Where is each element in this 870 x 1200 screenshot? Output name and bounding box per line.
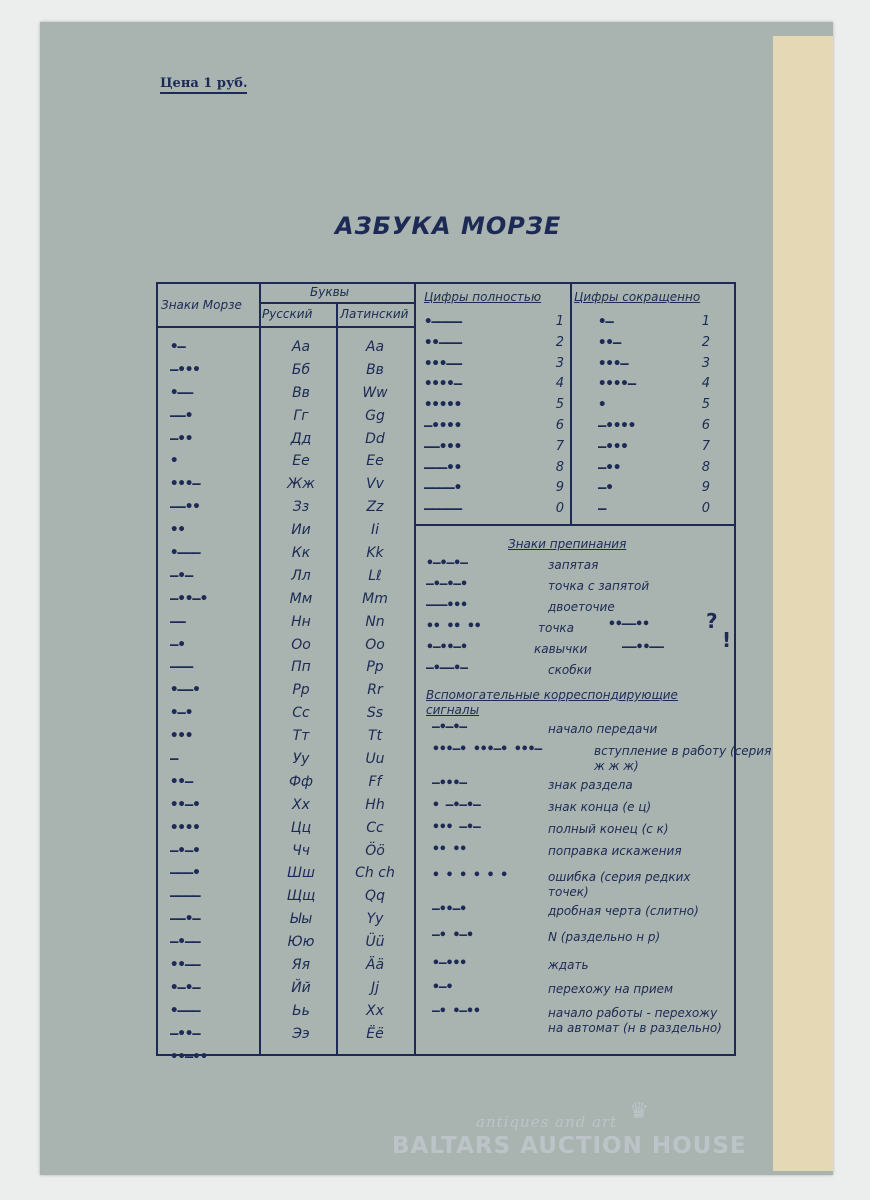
letter-row-code bbox=[170, 336, 260, 359]
letter-row-code bbox=[170, 817, 260, 840]
letter-row-code bbox=[170, 702, 260, 725]
rule-letters-header bbox=[158, 326, 415, 328]
morse-code: —•—•— bbox=[432, 720, 467, 735]
letter-row-code bbox=[170, 771, 260, 794]
digit-row bbox=[598, 395, 710, 416]
morse-code: ——•• bbox=[170, 499, 200, 516]
morse-code: —— bbox=[170, 613, 185, 630]
morse-code: • • • • • • bbox=[432, 868, 508, 883]
letter-latin: Gg bbox=[365, 407, 385, 424]
digit-row bbox=[424, 416, 564, 437]
aux-code bbox=[432, 842, 466, 857]
digit-value: 8 bbox=[555, 459, 564, 475]
letter-row-code bbox=[170, 977, 260, 1000]
letter-russian: Хх bbox=[292, 796, 310, 813]
morse-code: •——• bbox=[170, 682, 200, 699]
letter-russian: Дд bbox=[290, 430, 312, 447]
digit-row bbox=[598, 333, 710, 354]
morse-code: ——• bbox=[170, 407, 193, 424]
morse-code: •••— bbox=[170, 476, 200, 493]
digit-row bbox=[424, 333, 564, 354]
divider-digits bbox=[570, 284, 572, 524]
letter-row-code bbox=[170, 519, 260, 542]
aux-label: ждать bbox=[548, 958, 589, 972]
morse-code: ••• bbox=[170, 728, 193, 745]
morse-code: —• bbox=[598, 480, 613, 497]
aux-label: вступление в работу (серия ж ж ж) bbox=[594, 744, 772, 773]
morse-code: —•• bbox=[598, 459, 621, 476]
morse-code: —• bbox=[170, 636, 185, 653]
morse-code: •••— bbox=[598, 355, 628, 372]
morse-code: •— bbox=[170, 339, 185, 355]
morse-code: —•—•—• bbox=[426, 577, 467, 592]
morse-code: •• •• •• bbox=[426, 619, 481, 634]
letter-russian: Кк bbox=[291, 545, 311, 562]
letter-latin: Ёё bbox=[366, 1025, 384, 1042]
letter-russian: Фф bbox=[288, 773, 314, 790]
letter-russian: Рр bbox=[292, 682, 310, 699]
aux-label: дробная черта (слитно) bbox=[548, 904, 699, 918]
morse-code: • —•—•— bbox=[432, 798, 480, 813]
rule-digits-bottom bbox=[416, 524, 736, 526]
punctuation-title: Знаки препинания bbox=[508, 537, 627, 551]
morse-code: ——••• bbox=[424, 438, 462, 455]
header-digits-short: Цифры сокращенно bbox=[574, 290, 701, 304]
letter-row-code bbox=[170, 1000, 260, 1023]
morse-code: • bbox=[170, 453, 178, 470]
morse-code: •••—• •••—• •••— bbox=[432, 742, 542, 757]
digit-value: 5 bbox=[555, 397, 564, 413]
watermark-tagline: antiques and art bbox=[476, 1113, 618, 1131]
digit-row bbox=[598, 312, 710, 333]
letter-latin: Dd bbox=[365, 430, 385, 447]
morse-code: ••• —•— bbox=[432, 820, 480, 835]
letter-row-code bbox=[170, 382, 260, 405]
digit-value: 3 bbox=[701, 355, 710, 371]
digit-row bbox=[424, 395, 564, 416]
morse-code: ———•• bbox=[424, 459, 462, 476]
digit-row bbox=[424, 437, 564, 458]
digit-row bbox=[424, 478, 564, 499]
letters-code-column bbox=[170, 336, 260, 1069]
digit-value: 7 bbox=[555, 438, 564, 454]
letter-latin: Uu bbox=[365, 751, 385, 768]
letter-latin: Ее bbox=[366, 453, 384, 470]
header-letters: Буквы bbox=[310, 285, 350, 299]
morse-code: •• •• bbox=[432, 842, 467, 857]
morse-code: •••—— bbox=[424, 355, 462, 372]
rule-letters-subheader bbox=[259, 302, 415, 304]
letter-latin: Ää bbox=[365, 957, 385, 974]
aux-code bbox=[432, 720, 466, 735]
letter-latin: Аа bbox=[365, 339, 385, 355]
punctuation-label: скобки bbox=[548, 663, 592, 677]
letter-row-code bbox=[170, 679, 260, 702]
morse-code: —• •—•• bbox=[432, 1004, 480, 1019]
letter-latin: Ww bbox=[362, 384, 388, 401]
aux-code bbox=[432, 868, 507, 883]
watermark-brand: BALTARS AUCTION HOUSE bbox=[392, 1133, 747, 1159]
digit-row bbox=[424, 499, 564, 520]
letters-lat-column bbox=[338, 336, 412, 1069]
letter-latin: Zz bbox=[366, 499, 384, 516]
letter-row-code bbox=[170, 1046, 260, 1069]
morse-code: ————— bbox=[424, 501, 462, 518]
aux-code bbox=[432, 776, 466, 791]
letter-latin: Vv bbox=[366, 476, 384, 493]
punctuation-label: запятая bbox=[548, 558, 599, 572]
letter-row-code bbox=[170, 611, 260, 634]
letter-latin: Tt bbox=[367, 728, 383, 745]
letter-row-code bbox=[170, 908, 260, 931]
letter-row-code bbox=[170, 634, 260, 657]
letter-russian: Жж bbox=[287, 476, 315, 493]
aux-label: поправка искажения bbox=[548, 844, 682, 858]
letter-latin: Rr bbox=[367, 682, 383, 699]
letter-latin: Kk bbox=[366, 545, 384, 562]
digit-value: 9 bbox=[555, 480, 564, 496]
morse-code: •— bbox=[598, 314, 613, 330]
morse-code: —•••— bbox=[432, 776, 467, 791]
letter-russian: Чч bbox=[292, 842, 310, 859]
letter-latin: Cc bbox=[366, 819, 384, 836]
letter-latin: Lℓ bbox=[368, 567, 382, 584]
letter-row-code bbox=[170, 473, 260, 496]
letter-latin: Mm bbox=[362, 590, 388, 607]
digit-row bbox=[598, 416, 710, 437]
letter-latin: Nn bbox=[365, 613, 385, 630]
morse-code: •• bbox=[170, 522, 185, 539]
letter-russian: Ии bbox=[291, 522, 311, 539]
morse-code: •••• bbox=[170, 819, 200, 836]
letter-latin: Jj bbox=[370, 979, 380, 996]
letter-russian: Мм bbox=[289, 590, 313, 607]
letter-russian: Зз bbox=[292, 499, 310, 516]
letter-row-code bbox=[170, 542, 260, 565]
aux-label: N (раздельно н р) bbox=[548, 930, 661, 944]
paper-edge-strip bbox=[773, 36, 833, 1171]
morse-code: —•••• bbox=[424, 417, 462, 434]
exclamation-mark: ! bbox=[722, 628, 732, 652]
letter-russian: Ее bbox=[292, 453, 310, 470]
letter-latin: Üü bbox=[365, 934, 385, 951]
morse-code: —••• bbox=[170, 361, 200, 378]
punctuation-label: кавычки bbox=[534, 642, 588, 656]
digit-row bbox=[598, 499, 710, 520]
letter-latin bbox=[338, 1046, 412, 1069]
aux-code bbox=[432, 1004, 480, 1019]
letter-latin: Qq bbox=[365, 888, 385, 905]
letter-russian: Юю bbox=[287, 934, 315, 951]
letter-row-code bbox=[170, 496, 260, 519]
morse-code: •———— bbox=[424, 314, 462, 330]
letter-row-code bbox=[170, 954, 260, 977]
morse-code: —••— bbox=[170, 1025, 200, 1042]
digit-value: 8 bbox=[701, 459, 710, 475]
punctuation-code bbox=[426, 661, 467, 676]
letter-russian: Йй bbox=[291, 979, 311, 996]
morse-code: —••• bbox=[598, 438, 628, 455]
page-title: АЗБУКА МОРЗЕ bbox=[335, 212, 562, 240]
punctuation-label: точка с запятой bbox=[548, 579, 650, 593]
morse-code: —• •—• bbox=[432, 928, 473, 943]
morse-code: —••—• bbox=[170, 590, 208, 607]
morse-code: ———••• bbox=[426, 598, 467, 613]
question-code: ••——•• bbox=[608, 617, 649, 632]
letter-row-code bbox=[170, 725, 260, 748]
digit-value: 1 bbox=[555, 314, 564, 329]
punctuation-code bbox=[426, 619, 481, 634]
digit-value: 9 bbox=[701, 480, 710, 496]
header-russian: Русский bbox=[262, 307, 313, 321]
morse-code: — bbox=[598, 501, 606, 518]
letter-latin: Hh bbox=[365, 796, 385, 813]
punctuation-label: точка bbox=[538, 621, 575, 635]
letter-latin: Ch ch bbox=[355, 865, 395, 882]
digit-value: 2 bbox=[555, 334, 564, 350]
letter-row-code bbox=[170, 565, 260, 588]
letter-russian: Пп bbox=[291, 659, 311, 676]
letter-russian: Цц bbox=[290, 819, 312, 836]
morse-code: ————• bbox=[424, 480, 462, 497]
morse-code: —•—— bbox=[170, 934, 200, 951]
punctuation-code bbox=[426, 556, 467, 571]
letter-latin: Yy bbox=[366, 911, 384, 928]
aux-label: знак раздела bbox=[548, 778, 633, 792]
digits-full-list bbox=[424, 312, 564, 520]
digit-row bbox=[424, 354, 564, 375]
letter-russian: Нн bbox=[291, 613, 311, 630]
morse-code: •—•— bbox=[170, 979, 200, 996]
digit-row bbox=[598, 374, 710, 395]
letter-row-code bbox=[170, 450, 260, 473]
aux-code bbox=[432, 928, 473, 943]
crown-icon: ♛ bbox=[629, 1099, 649, 1124]
morse-code: •—••• bbox=[432, 956, 467, 971]
header-digits-full: Цифры полностью bbox=[424, 290, 542, 304]
digits-short-list bbox=[598, 312, 710, 520]
letter-latin: Pp bbox=[366, 659, 384, 676]
letter-row-code bbox=[170, 931, 260, 954]
digit-value: 2 bbox=[701, 334, 710, 350]
morse-code: ••——— bbox=[424, 334, 462, 351]
punctuation-label: двоеточие bbox=[548, 600, 615, 614]
aux-code bbox=[432, 980, 452, 995]
punctuation-code bbox=[426, 577, 467, 592]
letter-latin: Вв bbox=[366, 361, 384, 378]
letter-row-code bbox=[170, 862, 260, 885]
letters-ru-column bbox=[266, 336, 336, 1069]
letter-russian: Шш bbox=[287, 865, 315, 882]
letter-russian: Оо bbox=[291, 636, 311, 653]
morse-code: —•——•— bbox=[426, 661, 467, 676]
morse-code: ••— bbox=[598, 334, 621, 351]
morse-code: •—• bbox=[432, 980, 453, 995]
digit-value: 7 bbox=[701, 438, 710, 454]
morse-code: ••••— bbox=[424, 376, 462, 393]
aux-label: знак конца (е ц) bbox=[548, 800, 652, 814]
aux-label: ошибка (серия редких точек) bbox=[548, 870, 691, 899]
letter-latin: Ii bbox=[370, 522, 380, 539]
punctuation-code bbox=[426, 640, 467, 655]
digit-value: 6 bbox=[555, 417, 564, 433]
aux-code bbox=[432, 798, 480, 813]
morse-code: ———— bbox=[170, 888, 200, 905]
morse-code: —••—• bbox=[432, 902, 467, 917]
morse-code: • bbox=[598, 397, 606, 414]
morse-code: — bbox=[170, 751, 178, 768]
letter-latin: Ff bbox=[368, 773, 382, 790]
letter-latin: Xx bbox=[366, 1002, 384, 1019]
digit-row bbox=[598, 354, 710, 375]
aux-code bbox=[432, 742, 541, 757]
aux-label: начало передачи bbox=[548, 722, 658, 736]
letter-row-code bbox=[170, 405, 260, 428]
letter-russian bbox=[266, 1046, 336, 1069]
aux-signals-title: Вспомогательные корреспондирующие сигналы bbox=[426, 688, 678, 717]
letter-row-code bbox=[170, 794, 260, 817]
letter-latin: Ss bbox=[366, 705, 384, 722]
morse-code: •——— bbox=[170, 545, 200, 562]
letter-russian: Ьь bbox=[292, 1002, 310, 1019]
letter-russian: Бб bbox=[291, 361, 311, 378]
aux-label: полный конец (с к) bbox=[548, 822, 669, 836]
morse-code: •—— bbox=[170, 384, 193, 401]
morse-code: •—••—• bbox=[426, 640, 467, 655]
header-signs: Знаки Морзе bbox=[161, 298, 242, 312]
header-latin: Латинский bbox=[340, 307, 409, 321]
price-label: Цена 1 руб. bbox=[160, 76, 247, 94]
letter-row-code bbox=[170, 1023, 260, 1046]
morse-code: •—• bbox=[170, 705, 193, 722]
letter-row-code bbox=[170, 428, 260, 451]
letter-russian: Уу bbox=[292, 751, 310, 768]
punctuation-code bbox=[426, 598, 467, 613]
digit-value: 0 bbox=[701, 501, 710, 517]
aux-code bbox=[432, 902, 466, 917]
digit-row bbox=[424, 312, 564, 333]
exclamation-code: ——••—— bbox=[622, 640, 663, 655]
morse-code: ••—• bbox=[170, 796, 200, 813]
letter-russian: Ээ bbox=[292, 1025, 310, 1042]
morse-code: ———• bbox=[170, 865, 200, 882]
morse-code: —•— bbox=[170, 567, 193, 584]
letter-latin: Öö bbox=[365, 842, 385, 859]
letter-russian: Яя bbox=[291, 957, 311, 974]
letter-row-code bbox=[170, 885, 260, 908]
digit-value: 0 bbox=[555, 501, 564, 517]
digit-row bbox=[424, 458, 564, 479]
digit-row bbox=[598, 478, 710, 499]
morse-code: —•—• bbox=[170, 842, 200, 859]
digit-row bbox=[424, 374, 564, 395]
aux-code bbox=[432, 820, 480, 835]
letter-row-code bbox=[170, 840, 260, 863]
letter-row-code bbox=[170, 656, 260, 679]
letter-russian: Гг bbox=[293, 407, 309, 424]
question-mark: ? bbox=[706, 609, 718, 633]
morse-code: —•• bbox=[170, 430, 193, 447]
morse-code: ••••— bbox=[598, 376, 636, 393]
aux-label: начало работы - перехожу на автомат (н в раздельно) bbox=[548, 1006, 722, 1035]
digit-value: 1 bbox=[701, 314, 710, 329]
letter-russian: Аа bbox=[291, 339, 311, 355]
morse-code: ——•— bbox=[170, 911, 200, 928]
letter-russian: Тт bbox=[292, 728, 310, 745]
digit-value: 4 bbox=[701, 376, 710, 392]
morse-code: •——— bbox=[170, 1002, 200, 1019]
morse-code: ••— bbox=[170, 773, 193, 790]
morse-code: —•••• bbox=[598, 417, 636, 434]
divider-letters-digits bbox=[414, 284, 416, 1054]
digit-value: 3 bbox=[555, 355, 564, 371]
digit-value: 6 bbox=[701, 417, 710, 433]
letter-russian: Щщ bbox=[286, 888, 316, 905]
letter-russian: Вв bbox=[292, 384, 310, 401]
digit-value: 5 bbox=[701, 397, 710, 413]
letter-row-code bbox=[170, 359, 260, 382]
morse-code: •—•—•— bbox=[426, 556, 467, 571]
morse-code: ——— bbox=[170, 659, 193, 676]
digit-row bbox=[598, 458, 710, 479]
aux-code bbox=[432, 956, 466, 971]
digit-row bbox=[598, 437, 710, 458]
letter-row-code bbox=[170, 748, 260, 771]
letter-russian: Лл bbox=[291, 567, 311, 584]
digit-value: 4 bbox=[555, 376, 564, 392]
letter-latin: Oo bbox=[365, 636, 385, 653]
morse-code: ••—— bbox=[170, 957, 200, 974]
letter-row-code bbox=[170, 588, 260, 611]
morse-code: ••—•• bbox=[170, 1048, 208, 1065]
letter-russian: Ыы bbox=[289, 911, 313, 928]
letter-russian: Сс bbox=[292, 705, 310, 722]
aux-label: перехожу на прием bbox=[548, 982, 674, 996]
morse-code: ••••• bbox=[424, 397, 462, 414]
